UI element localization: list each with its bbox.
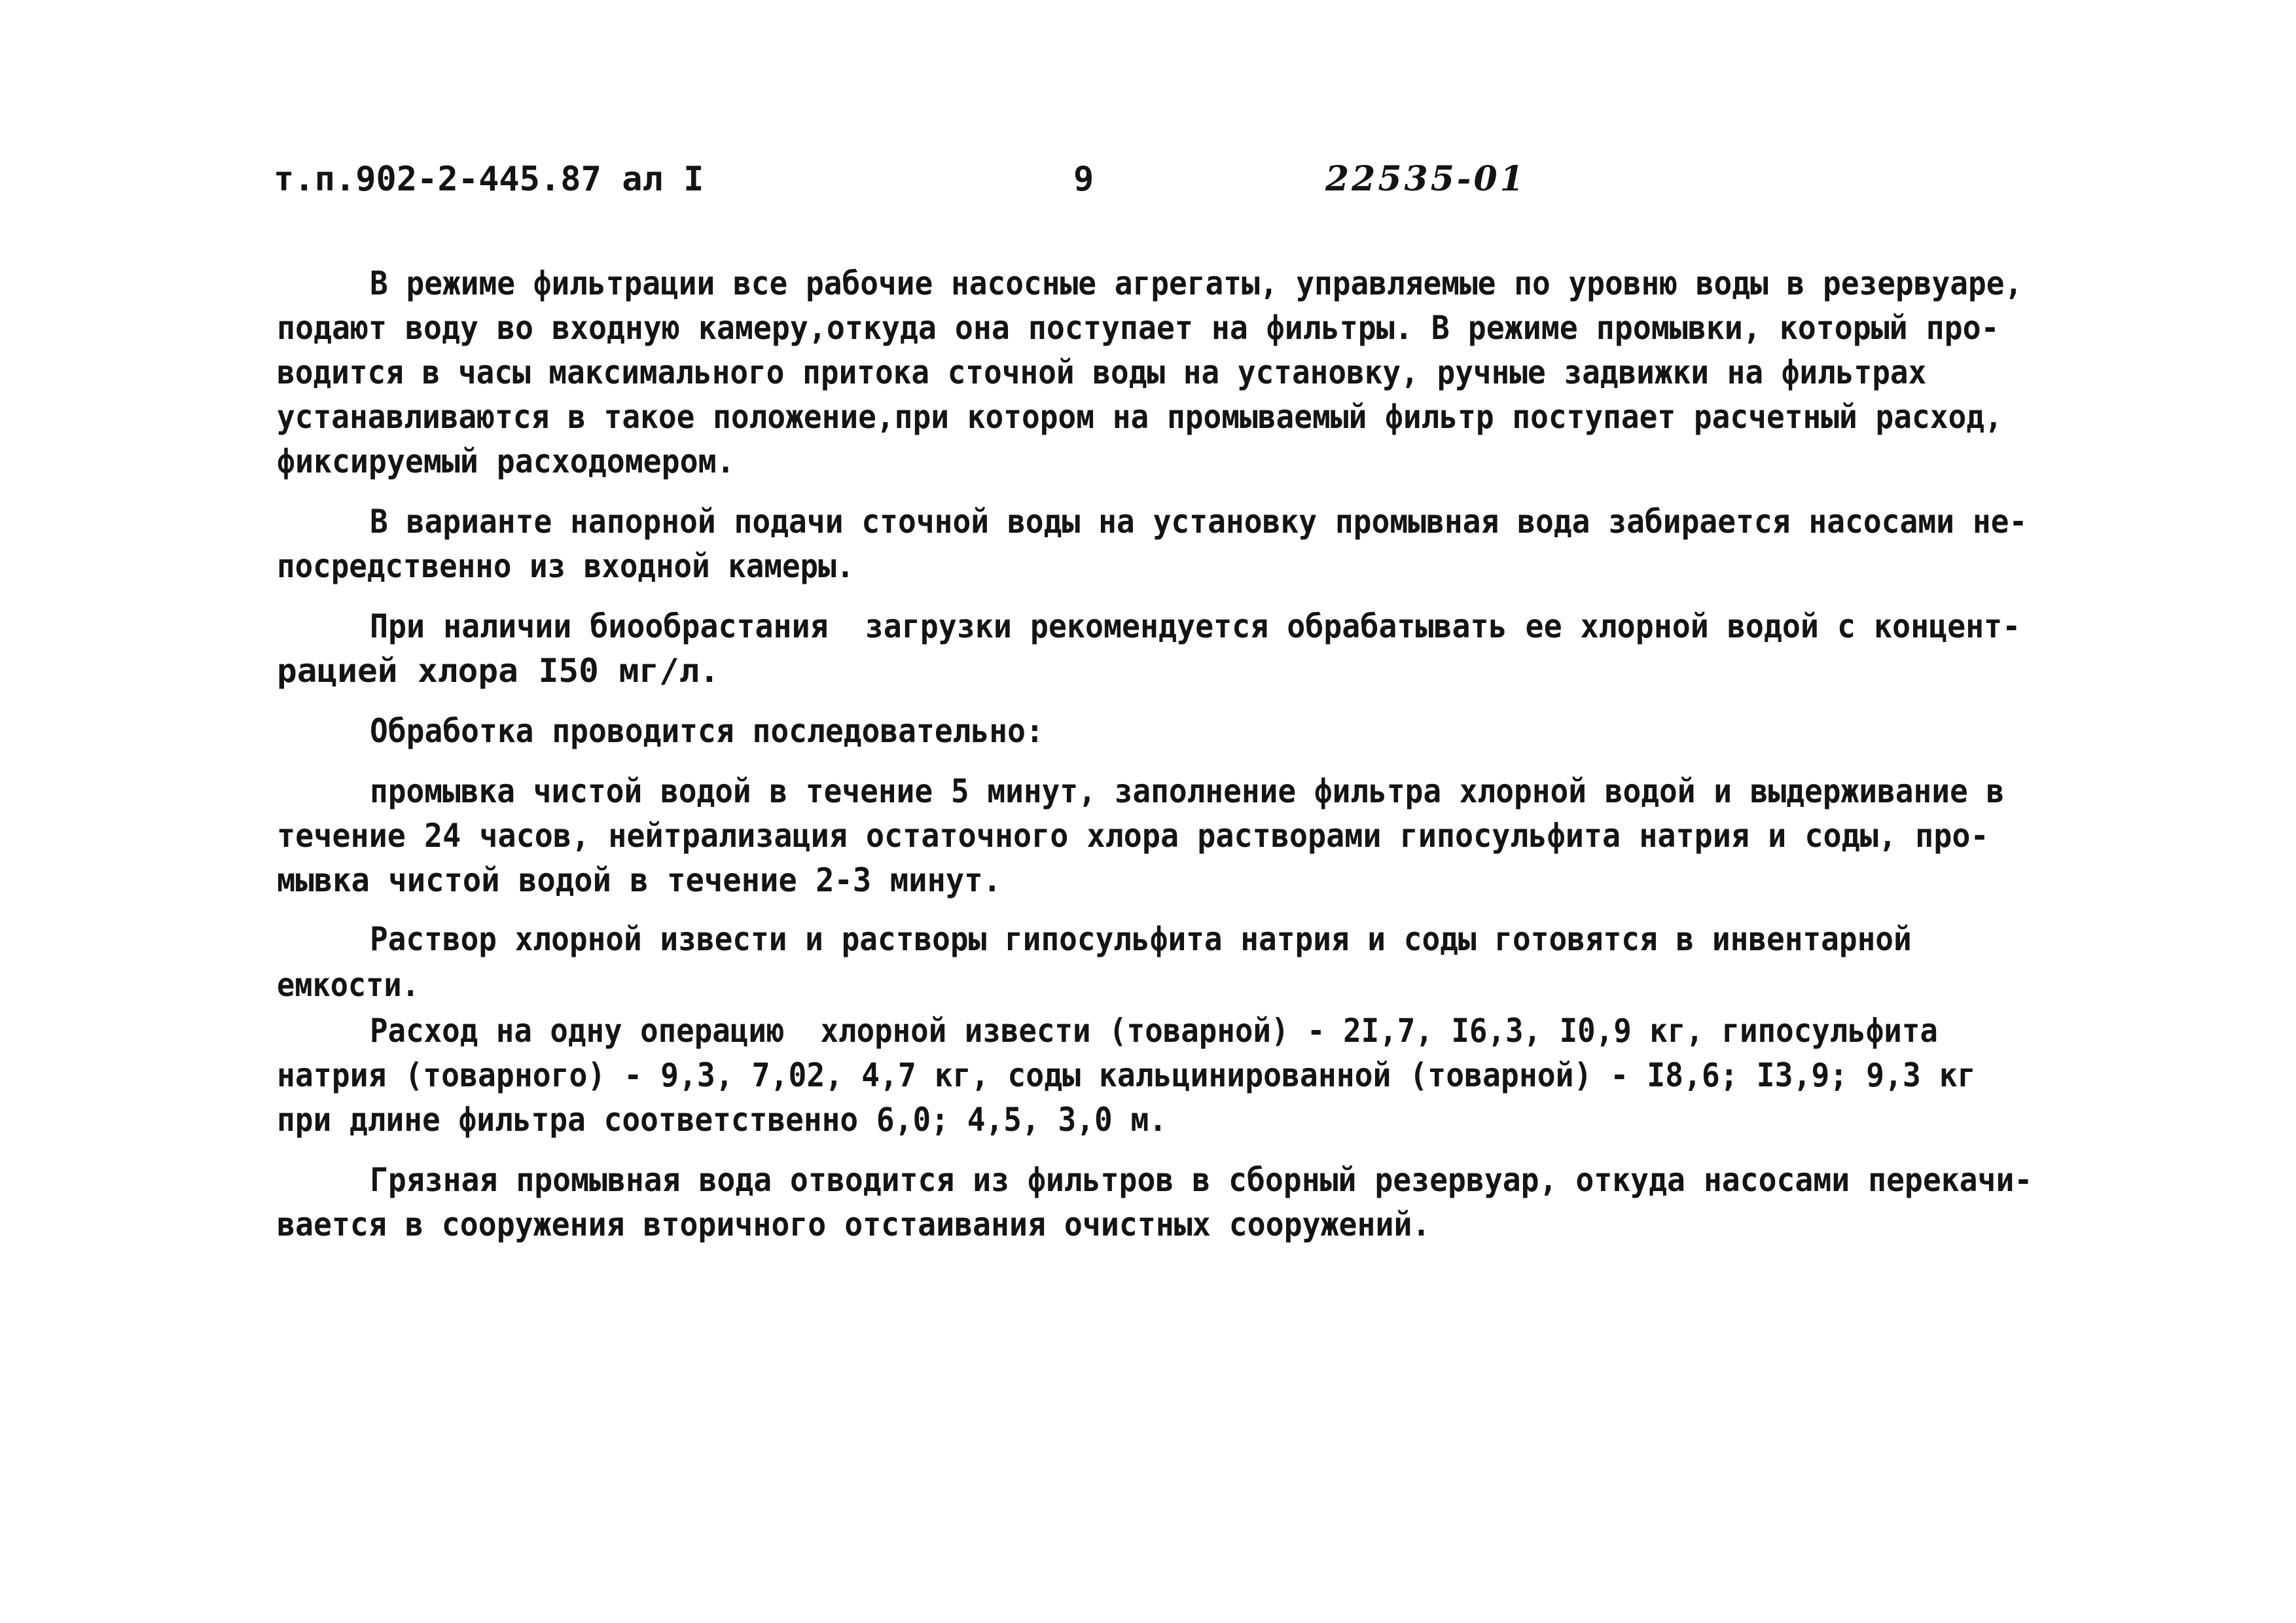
text-line: При наличии биообрастания загрузки рекомендуется обрабатывать ее хлорной водой с концент- — [370, 607, 2021, 645]
text-line: подают воду во входную камеру,откуда она поступает на фильтры. В режиме промывки, который про- — [277, 309, 2000, 347]
text-line: водится в часы максимального притока сточной воды на установку, ручные задвижки на фильтрах — [277, 353, 1927, 391]
header-document-code: т.п.902-2-445.87 ал I — [274, 160, 704, 199]
header-handwritten-number: 22535-01 — [1325, 159, 1526, 199]
text-line: устанавливаются в такое положение,при котором на промываемый фильтр поступает расчетный расход, — [277, 398, 2003, 436]
text-line: В варианте напорной подачи сточной воды на установку промывная вода забирается насосами не- — [370, 503, 2028, 541]
text-line: фиксируемый расходомером. — [277, 442, 735, 480]
text-line: при длине фильтра соответственно 6,0; 4,5, 3,0 м. — [277, 1101, 1168, 1139]
text-line: Обработка проводится последовательно: — [370, 712, 1044, 750]
text-line: рацией хлора I50 мг/л. — [277, 652, 720, 690]
text-line: промывка чистой водой в течение 5 минут, заполнение фильтра хлорной водой и выдерживание в — [370, 772, 2005, 810]
text-line: течение 24 часов, нейтрализация остаточного хлора растворами гипосульфита натрия и соды, про- — [277, 817, 1989, 855]
text-line: В режиме фильтрации все рабочие насосные агрегаты, управляемые по уровню воды в резервуаре, — [370, 264, 2023, 302]
text-line: Раствор хлорной извести и растворы гипосульфита натрия и соды готовятся в инвентарной — [370, 920, 1912, 958]
text-line: натрия (товарного) - 9,3, 7,02, 4,7 кг, соды кальцинированной (товарной) - I8,6; I3,9; 9,3 кг — [277, 1056, 1976, 1094]
text-line: емкости. — [277, 966, 420, 1004]
text-line: Расход на одну операцию хлорной извести (товарной) - 2I,7, I6,3, I0,9 кг, гипосульфита — [370, 1012, 1938, 1050]
header-page-number: 9 — [1073, 160, 1094, 199]
text-line: вается в сооружения вторичного отстаивания очистных сооружений. — [277, 1205, 1431, 1243]
text-line: Грязная промывная вода отводится из фильтров в сборный резервуар, откуда насосами перекачи- — [370, 1161, 2033, 1199]
text-line: мывка чистой водой в течение 2-3 минут. — [277, 861, 1001, 899]
text-line: посредственно из входной камеры. — [277, 547, 855, 585]
